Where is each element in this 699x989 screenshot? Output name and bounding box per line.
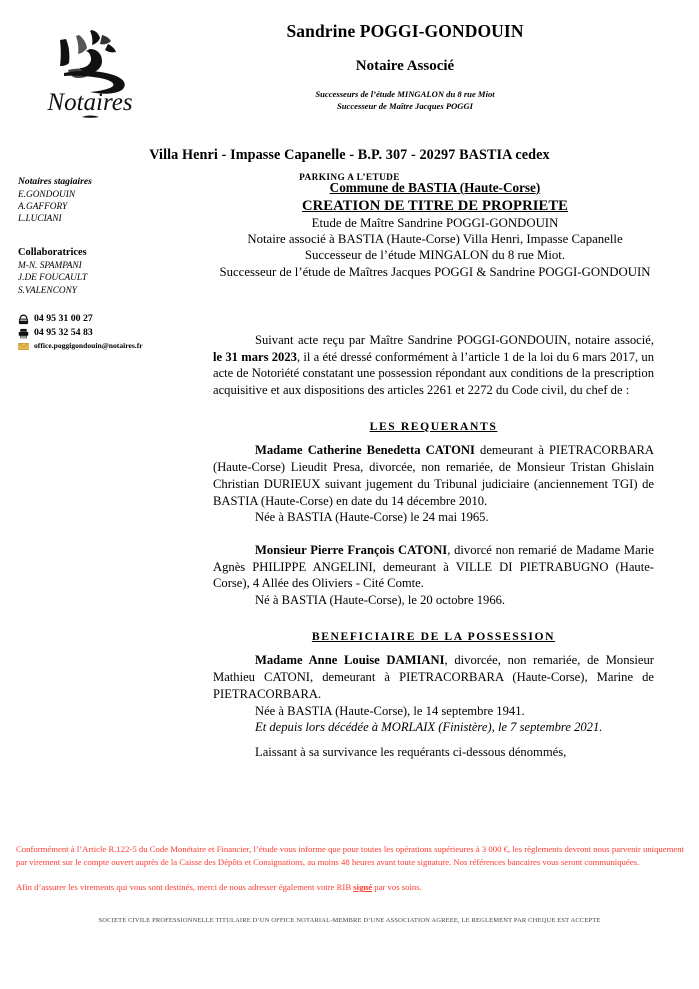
fax-icon bbox=[18, 328, 29, 339]
intro-act-date: le 31 mars 2023 bbox=[213, 349, 297, 364]
email-row[interactable] bbox=[18, 341, 178, 352]
payment-notice-paragraph-1: Conformément à l’Article R.122-5 du Code Monétaire et Financier, l’étude vous informe que pour toutes les opérations supérieures à 3 000 €, les règlements devront nous parvenir uniquement par virement sur le compte ouvert auprès de la Caisse des Dépôts et Consignations, au moins 48 heures avant toute signature. Nos références bancaires vous seront communiquées. bbox=[16, 844, 684, 867]
letterhead-header bbox=[0, 0, 699, 125]
title-sub-3: Successeur de l’étude MINGALON du 8 rue Miot. bbox=[304, 248, 566, 263]
closing-line: Laissant à sa survivance les requérants ci-dessous dénommés, bbox=[255, 745, 567, 760]
successor-lines bbox=[170, 88, 640, 113]
payment-notice-paragraph-2 bbox=[16, 881, 684, 894]
beneficiaire-birth: Née à BASTIA (Haute-Corse), le 14 septembre 1941. bbox=[255, 703, 525, 718]
fax-row bbox=[18, 327, 178, 340]
title-creation: CREATION DE TITRE DE PROPRIETE bbox=[301, 197, 568, 214]
collaboratrice-item: S.VALENCONY bbox=[18, 285, 77, 296]
intro-text-b: , il a été dressé conformément à l’article 1 de la loi du 6 mars 2017, un acte de Notoriété constatant une possession répondant aux conditions de la prescription acquisitive et aux dispositions des articles 2261 et 2272 du Code civil, du chef de : bbox=[213, 349, 655, 398]
collaboratrice-item: J.DE FOUCAULT bbox=[18, 273, 88, 284]
requerant-2-birth: Né à BASTIA (Haute-Corse), le 20 octobre 1966. bbox=[255, 593, 506, 608]
document-title-block bbox=[200, 180, 670, 280]
intro-paragraph bbox=[213, 332, 654, 399]
collaboratrices-heading: Collaboratrices bbox=[18, 247, 87, 259]
notaires-figure-logo bbox=[30, 18, 150, 122]
sidebar-contact-block bbox=[18, 176, 178, 352]
intro-text-a: Suivant acte reçu par Maître Sandrine POGGI-GONDOUIN, notaire associé, bbox=[255, 333, 654, 347]
beneficiaire-paragraph bbox=[213, 652, 654, 702]
envelope-icon bbox=[18, 341, 29, 352]
stagiaire-item: L.LUCIANI bbox=[18, 214, 62, 225]
title-commune: Commune de BASTIA (Haute-Corse) bbox=[329, 180, 541, 195]
email-address[interactable]: office.poggigondouin@notaires.fr bbox=[34, 341, 143, 351]
requerant-2-name: Monsieur Pierre François CATONI bbox=[255, 543, 448, 558]
requerant-1-birth: Née à BASTIA (Haute-Corse) le 24 mai 1965. bbox=[255, 510, 489, 525]
collaboratrice-item: M-N. SPAMPANI bbox=[18, 261, 82, 272]
stagiaires-heading: Notaires stagiaires bbox=[18, 176, 92, 187]
firm-role: Notaire Associé bbox=[355, 58, 455, 75]
beneficiaire-death: Et depuis lors décédée à MORLAIX (Finistère), le 7 septembre 2021. bbox=[255, 720, 603, 735]
successor-line-1: Successeurs de l’étude MINGALON du 8 rue Miot bbox=[315, 88, 495, 99]
title-sub-1: Etude de Maître Sandrine POGGI-GONDOUIN bbox=[311, 215, 559, 230]
phone-number: 04 95 31 00 27 bbox=[34, 312, 93, 324]
title-sub-2: Notaire associé à BASTIA (Haute-Corse) Villa Henri, Impasse Capanelle bbox=[247, 232, 623, 247]
requerant-2-paragraph bbox=[213, 542, 654, 592]
beneficiaire-name: Madame Anne Louise DAMIANI bbox=[255, 653, 445, 668]
office-address: Villa Henri - Impasse Capanelle - B.P. 307 - 20297 BASTIA cedex bbox=[149, 147, 550, 163]
rib-text-a: Afin d’assurer les virements qui vous sont destinés, merci de nous adresser également votre RIB bbox=[16, 882, 354, 893]
title-sub-4: Successeur de l’étude de Maîtres Jacques POGGI & Sandrine POGGI-GONDOUIN bbox=[219, 264, 651, 279]
rib-signed-emphasis: signé bbox=[353, 882, 373, 893]
requerants-heading-label: LES REQUERANTS bbox=[369, 419, 498, 433]
fax-number: 04 95 32 54 83 bbox=[34, 326, 93, 338]
rib-text-b: par vos soins. bbox=[372, 882, 422, 893]
stagiaire-item: A.GAFFORY bbox=[18, 201, 68, 212]
successor-line-2: Successeur de Maître Jacques POGGI bbox=[336, 101, 474, 112]
requerants-heading bbox=[213, 419, 654, 434]
firm-name: Sandrine POGGI-GONDOUIN bbox=[286, 21, 524, 41]
requerant-2-details: , divorcé non remarié de Madame Marie Agnès PHILIPPE ANGELINI, demeurant à VILLE DI PIETRABUGNO (Haute-Corse), 4 Allée des Oliviers - Cité Comte. bbox=[213, 543, 654, 591]
svg-text:Notaires: Notaires bbox=[47, 89, 133, 116]
beneficiaire-heading-label: BENEFICIAIRE DE LA POSSESSION bbox=[311, 629, 556, 643]
payment-notice bbox=[16, 843, 684, 894]
requerant-1-details: demeurant à PIETRACORBARA (Haute-Corse) Lieudit Presa, divorcée, non remariée, de Monsieur Tristan Ghislain Christian DURIEUX suivant jugement du Tribunal judiciaire (anciennement TGI) de BASTIA (Haute-Corse) en date du 14 décembre 2010. bbox=[213, 443, 654, 508]
document-body bbox=[213, 332, 654, 761]
requerant-1-name: Madame Catherine Benedetta CATONI bbox=[255, 443, 475, 458]
beneficiaire-heading bbox=[213, 629, 654, 644]
stagiaire-item: E.GONDOUIN bbox=[18, 189, 76, 200]
beneficiaire-details: , divorcée, non remariée, de Monsieur Mathieu CATONI, demeurant à PIETRACORBARA (Haute-Corse), Marine de PIETRACORBARA. bbox=[213, 653, 654, 701]
legal-footer-line: SOCIETE CIVILE PROFESSIONNELLE TITULAIRE D’UN OFFICE NOTARIAL-MEMBRE D’UNE ASSOCIATION AGREEE, LE REGLEMENT PAR CHEQUE EST ACCEPTE bbox=[98, 917, 601, 924]
requerant-1-paragraph bbox=[213, 442, 654, 509]
header-center-block bbox=[170, 22, 640, 113]
parking-note: PARKING A L’ETUDE bbox=[299, 173, 400, 183]
telephone-icon bbox=[18, 314, 29, 325]
phone-row bbox=[18, 313, 178, 326]
